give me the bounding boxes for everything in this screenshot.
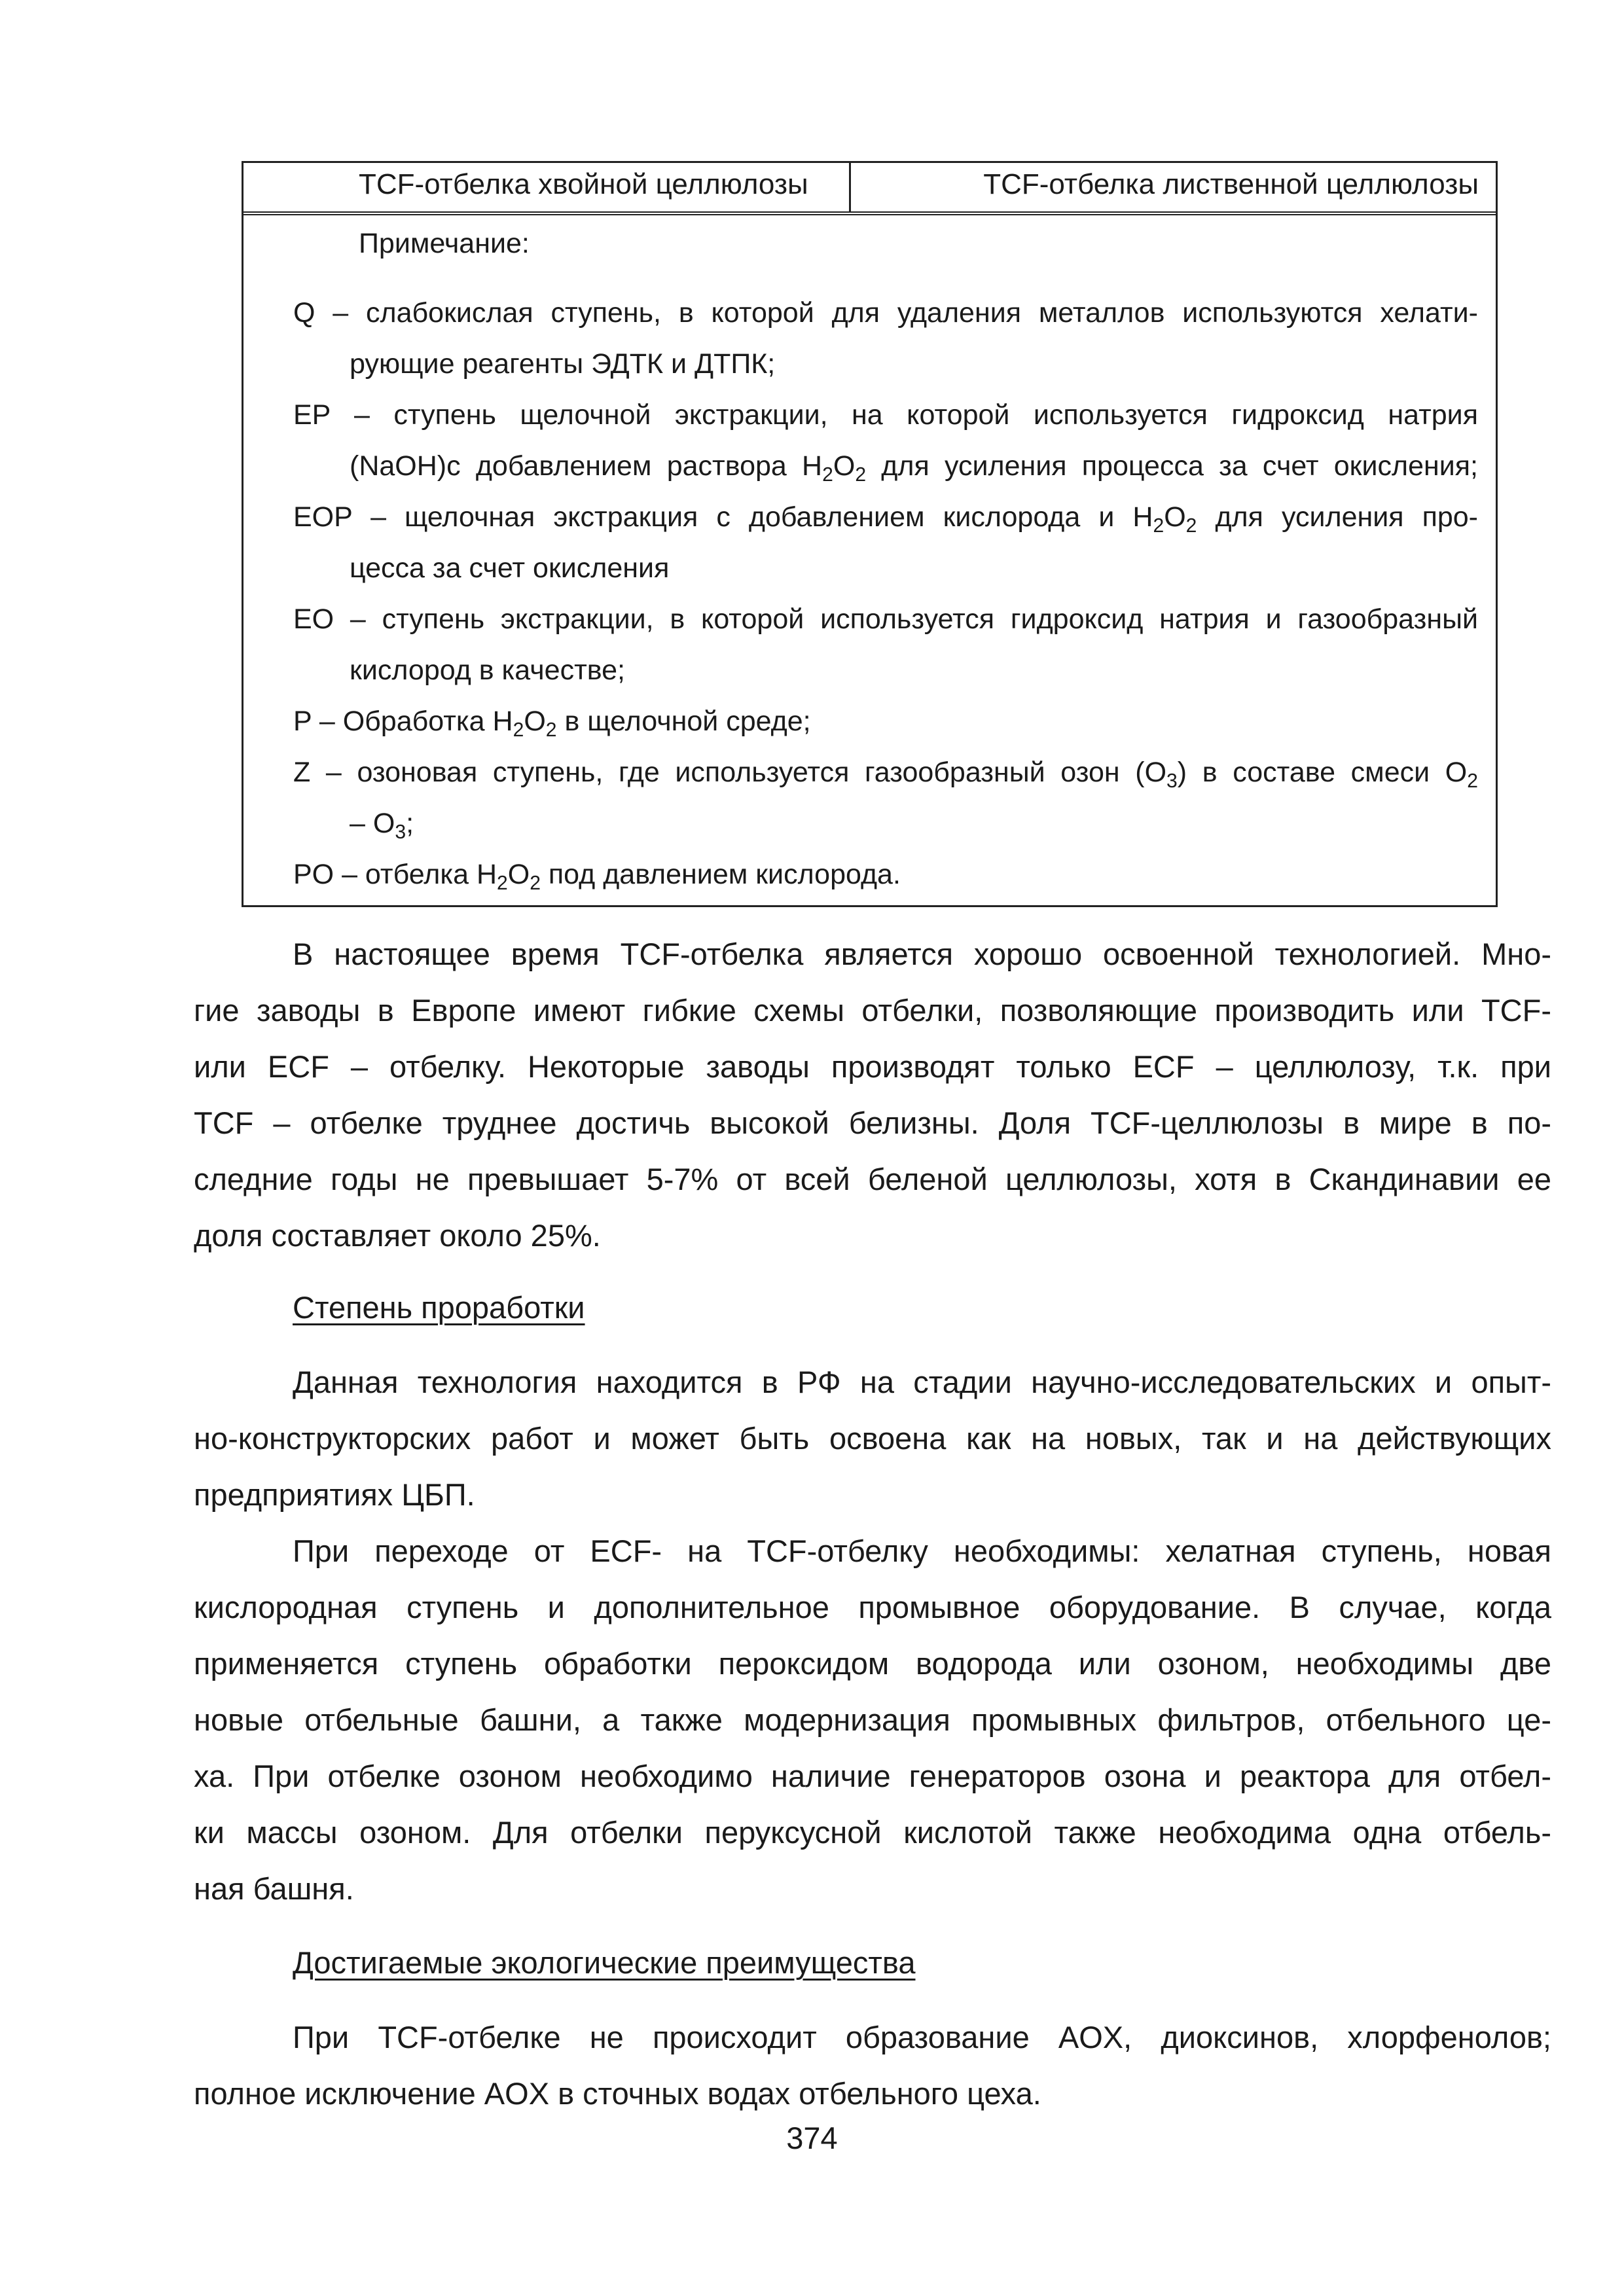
note-item-ep-cont: (NaOH)с добавлением раствора $H_2O_2$ для усиления процесса за счет окисления;	[350, 450, 1478, 486]
note-item-eo-cont: кислород в качестве;	[350, 655, 625, 686]
paragraph-3-line: При переходе от ECF- на TCF-отбелку необходимы: хелатная ступень, новая	[293, 1534, 1551, 1568]
note-item-eop: EOP – щелочная экстракция с добавлением кислорода и $H_2O_2$ для усиления про-	[293, 501, 1478, 537]
note-item-eop-cont: цесса за счет окисления	[350, 552, 670, 584]
paragraph-4-line: При TCF-отбелке не происходит образование AOX, диоксинов, хлорфенолов;	[293, 2020, 1551, 2054]
paragraph-3-line: кислородная ступень и дополнительное промывное оборудование. В случае, когда	[194, 1590, 1551, 1624]
note-item-po: PO – отбелка $H_2O_2$ под давлением кислорода.	[293, 859, 901, 895]
paragraph-3-line: применяется ступень обработки пероксидом водорода или озоном, необходимы две	[194, 1646, 1551, 1681]
paragraph-3-line: ха. При отбелке озоном необходимо наличие генераторов озона и реактора для отбел-	[194, 1759, 1551, 1793]
paragraph-2-line: предприятиях ЦБП.	[194, 1477, 475, 1512]
paragraph-1-line: или ECF – отбелку. Некоторые заводы производят только ECF – целлюлозу, т.к. при	[194, 1049, 1551, 1084]
note-table	[242, 161, 1498, 907]
paragraph-1-line: гие заводы в Европе имеют гибкие схемы отбелки, позволяющие производить или TCF-	[194, 993, 1551, 1028]
note-item-q-cont: рующие реагенты ЭДТК и ДТПК;	[350, 348, 776, 380]
paragraph-1-line: В настоящее время TCF-отбелка является хорошо освоенной технологией. Мно-	[293, 937, 1551, 971]
note-item-z: Z – озоновая ступень, где используется газообразный озон $(O_3)$ в составе смеси $O_2$	[293, 757, 1478, 793]
paragraph-1-line: TCF – отбелке труднее достичь высокой белизны. Доля TCF-целлюлозы в мире в по-	[194, 1105, 1551, 1140]
paragraph-2-line: Данная технология находится в РФ на стадии научно-исследовательских и опыт-	[293, 1365, 1551, 1399]
paragraph-3-line: ки массы озоном. Для отбелки перуксусной кислотой также необходима одна отбель-	[194, 1815, 1551, 1850]
note-item-ep: EP – ступень щелочной экстракции, на которой используется гидроксид натрия	[293, 399, 1478, 431]
table-header-row	[244, 163, 1496, 215]
note-item-z-cont: – $O_3$;	[350, 808, 414, 844]
page-number: 374	[786, 2121, 838, 2155]
paragraph-1-line: доля составляет около 25%.	[194, 1218, 601, 1253]
header-cell-softwood: TCF-отбелка хвойной целлюлозы	[244, 163, 851, 211]
header-cell-hardwood: TCF-отбелка лиственной целлюлозы	[983, 168, 1479, 200]
paragraph-2-line: но-конструкторских работ и может быть освоена как на новых, так и на действующих	[194, 1421, 1551, 1456]
section-heading-development: Степень проработки	[293, 1290, 585, 1325]
paragraph-3-line: ная башня.	[194, 1871, 354, 1906]
paragraph-4-line: полное исключение AOX в сточных водах отбельного цеха.	[194, 2076, 1041, 2111]
note-item-q: Q – слабокислая ступень, в которой для удаления металлов используются хелати-	[293, 297, 1478, 329]
note-item-eo: EO – ступень экстракции, в которой используется гидроксид натрия и газообразный	[293, 603, 1478, 635]
paragraph-3-line: новые отбельные башни, а также модернизация промывных фильтров, отбельного це-	[194, 1702, 1551, 1737]
section-heading-environmental-benefits: Достигаемые экологические преимущества	[293, 1945, 916, 1980]
paragraph-1-line: следние годы не превышает 5-7% от всей беленой целлюлозы, хотя в Скандинавии ее	[194, 1162, 1551, 1196]
note-title: Примечание:	[359, 228, 530, 259]
note-item-p: P – Обработка $H_2O_2$ в щелочной среде;	[293, 706, 811, 742]
